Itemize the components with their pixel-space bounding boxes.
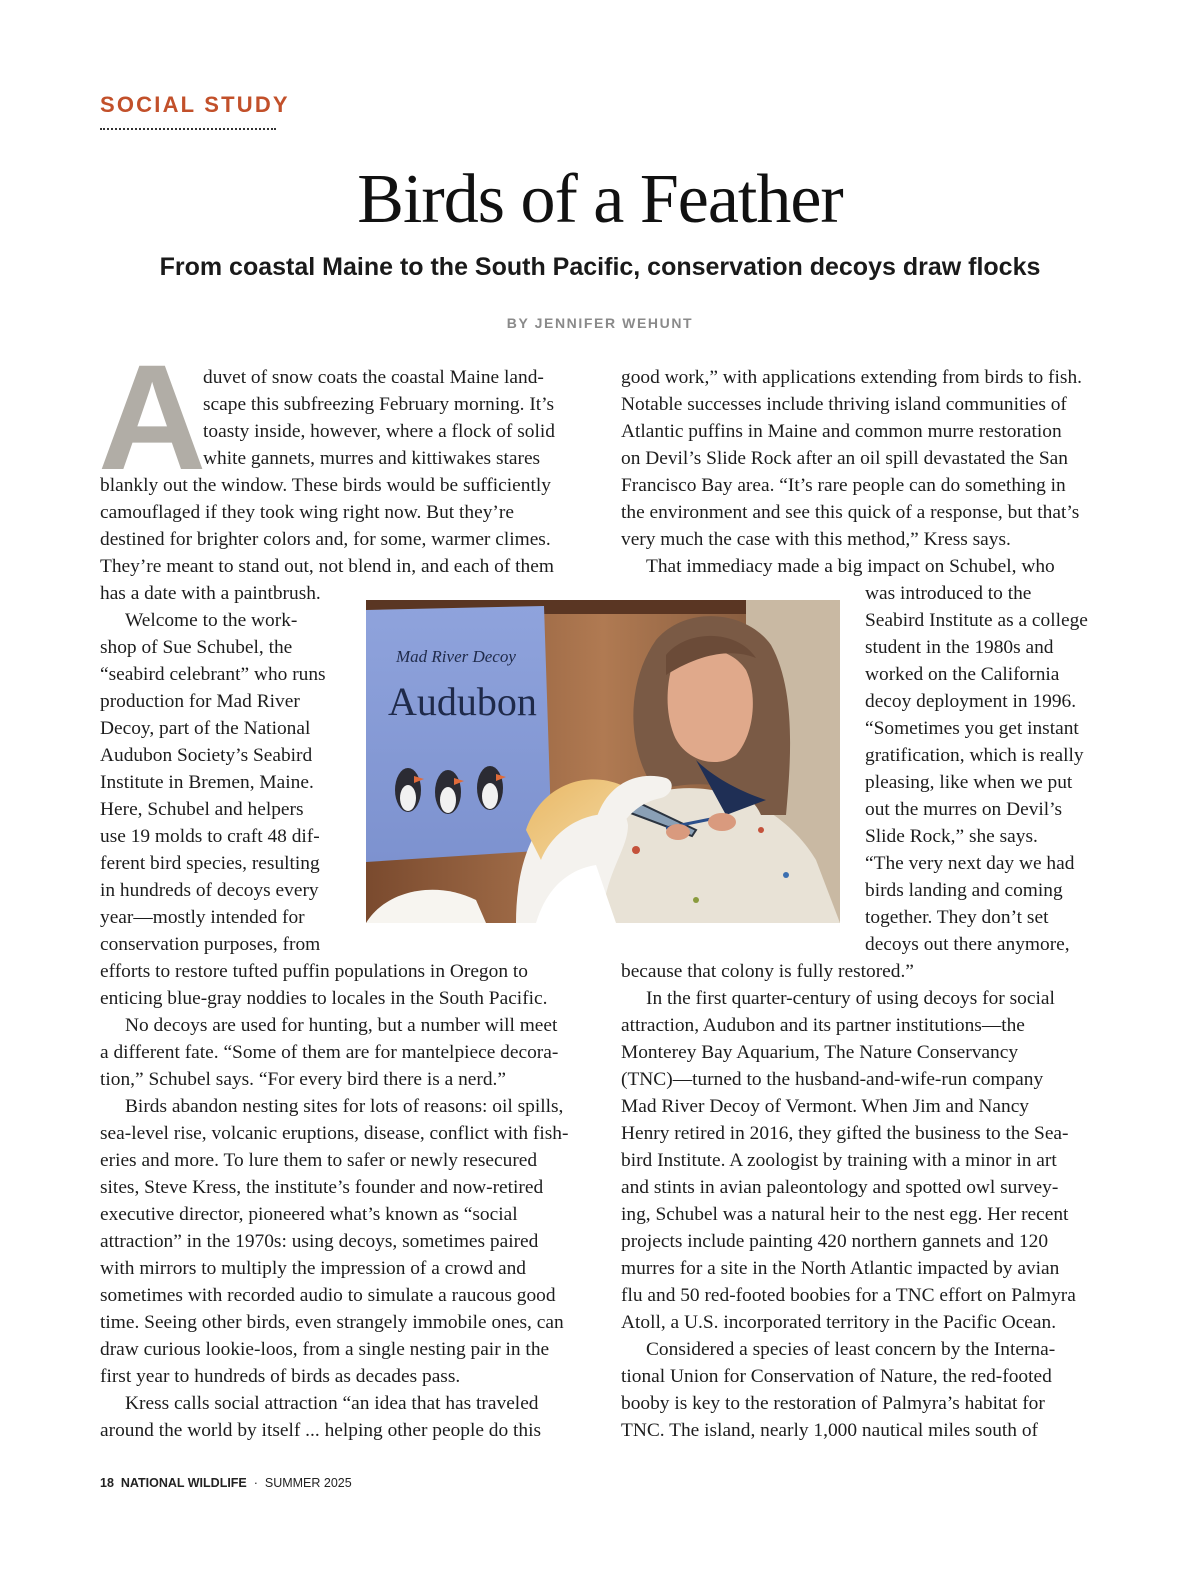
text-line: sea-level rise, volcanic eruptions, disease, conflict with fish- <box>100 1123 569 1144</box>
text-line: tional Union for Conservation of Nature, the red-footed <box>621 1366 1052 1387</box>
banner-title: Audubon <box>388 679 537 724</box>
banner-brand: Mad River Decoy <box>396 647 516 666</box>
text-line: has a date with a paintbrush. <box>100 583 321 604</box>
text-line: Slide Rock,” she says. <box>865 826 1038 847</box>
text-line: because that colony is fully restored.” <box>621 961 914 982</box>
text-line: They’re meant to stand out, not blend in, and each of them <box>100 556 554 577</box>
text-line: camouflaged if they took wing right now. But they’re <box>100 502 514 523</box>
text-line: murres for a site in the North Atlantic impacted by avian <box>621 1258 1060 1279</box>
article-subtitle: From coastal Maine to the South Pacific, conservation decoys draw flocks <box>159 253 1041 281</box>
page-footer <box>100 1476 352 1490</box>
text-line: “seabird celebrant” who runs <box>100 664 326 685</box>
text-line: Birds abandon nesting sites for lots of reasons: oil spills, <box>125 1096 564 1117</box>
text-line: worked on the California <box>865 664 1060 685</box>
text-line: production for Mad River <box>100 691 300 712</box>
text-line: projects include painting 420 northern gannets and 120 <box>621 1231 1049 1252</box>
footer-separator: · <box>253 1476 258 1490</box>
text-line: first year to hundreds of birds as decades pass. <box>100 1366 461 1387</box>
text-line: in hundreds of decoys every <box>100 880 319 901</box>
text-line: (TNC)—turned to the husband-and-wife-run company <box>621 1069 1044 1090</box>
text-line: Henry retired in 2016, they gifted the business to the Sea- <box>621 1123 1069 1144</box>
text-line: TNC. The island, nearly 1,000 nautical miles south of <box>621 1420 1039 1441</box>
text-line: executive director, pioneered what’s known as “social <box>100 1204 518 1225</box>
text-line: good work,” with applications extending from birds to fish. <box>621 367 1082 388</box>
text-line: scape this subfreezing February morning. It’s <box>203 394 555 415</box>
text-line: Institute in Bremen, Maine. <box>100 772 314 793</box>
issue-date: SUMMER 2025 <box>264 1476 352 1490</box>
text-line: Here, Schubel and helpers <box>100 799 304 820</box>
text-line: blankly out the window. These birds would be sufficiently <box>100 475 551 496</box>
text-line: decoys out there anymore, <box>865 934 1070 955</box>
text-line: attraction, Audubon and its partner institutions—the <box>621 1015 1025 1036</box>
text-line: with mirrors to multiply the impression of a crowd and <box>100 1258 526 1279</box>
text-line: Mad River Decoy of Vermont. When Jim and Nancy <box>621 1096 1030 1117</box>
text-line: around the world by itself ... helping other people do this <box>100 1420 542 1441</box>
text-line: flu and 50 red-footed boobies for a TNC effort on Palmyra <box>621 1285 1076 1306</box>
text-line: very much the case with this method,” Kress says. <box>621 529 1011 550</box>
text-line: Decoy, part of the National <box>100 718 311 739</box>
text-line: “Sometimes you get instant <box>865 718 1079 739</box>
text-line: attraction” in the 1970s: using decoys, sometimes paired <box>100 1231 539 1252</box>
workshop-photo <box>366 600 840 923</box>
text-line: out the murres on Devil’s <box>865 799 1063 820</box>
text-line: the environment and see this quick of a response, but that’s <box>621 502 1080 523</box>
text-line: year—mostly intended for <box>100 907 305 928</box>
text-line: on Devil’s Slide Rock after an oil spill devastated the San <box>621 448 1068 469</box>
text-line: No decoys are used for hunting, but a number will meet <box>125 1015 558 1036</box>
text-line: time. Seeing other birds, even strangely immobile ones, can <box>100 1312 564 1333</box>
decoy-banner <box>366 606 552 862</box>
text-line: eries and more. To lure them to safer or newly resecured <box>100 1150 538 1171</box>
text-line: destined for brighter colors and, for some, warmer climes. <box>100 529 551 550</box>
text-line: bird Institute. A zoologist by training with a minor in art <box>621 1150 1057 1171</box>
text-line: together. They don’t set <box>865 907 1049 928</box>
text-line: booby is key to the restoration of Palmyra’s habitat for <box>621 1393 1045 1414</box>
text-line: efforts to restore tufted puffin populations in Oregon to <box>100 961 528 982</box>
text-line: Audubon Society’s Seabird <box>100 745 313 766</box>
text-line: student in the 1980s and <box>865 637 1054 658</box>
text-line: draw curious lookie-loos, from a single nesting pair in the <box>100 1339 550 1360</box>
text-line: duvet of snow coats the coastal Maine land- <box>203 367 544 388</box>
article-title: Birds of a Feather <box>357 161 843 238</box>
text-line: sites, Steve Kress, the institute’s founder and now-retired <box>100 1177 544 1198</box>
text-line: ferent bird species, resulting <box>100 853 320 874</box>
text-line: and stints in avian paleontology and spotted owl survey- <box>621 1177 1059 1198</box>
drop-cap: A <box>98 333 207 501</box>
text-line: Kress calls social attraction “an idea that has traveled <box>125 1393 539 1414</box>
text-line: tion,” Schubel says. “For every bird there is a nerd.” <box>100 1069 507 1090</box>
text-line: Atoll, a U.S. incorporated territory in the Pacific Ocean. <box>621 1312 1057 1333</box>
text-line: That immediacy made a big impact on Schubel, who <box>646 556 1055 577</box>
article-photo <box>366 600 840 923</box>
text-line: Francisco Bay area. “It’s rare people can do something in <box>621 475 1066 496</box>
text-line: birds landing and coming <box>865 880 1063 901</box>
text-line: In the first quarter-century of using decoys for social <box>646 988 1055 1009</box>
page-number: 18 <box>100 1476 114 1490</box>
text-line: Monterey Bay Aquarium, The Nature Conservancy <box>621 1042 1019 1063</box>
text-line: a different fate. “Some of them are for mantelpiece decora- <box>100 1042 559 1063</box>
text-line: Notable successes include thriving island communities of <box>621 394 1067 415</box>
text-line: “The very next day we had <box>865 853 1075 874</box>
text-line: toasty inside, however, where a flock of solid <box>203 421 555 442</box>
text-line: Welcome to the work- <box>125 610 298 631</box>
text-line: pleasing, like when we put <box>865 772 1073 793</box>
text-line: was introduced to the <box>865 583 1032 604</box>
puffin-illustrations <box>395 766 506 814</box>
text-line: shop of Sue Schubel, the <box>100 637 293 658</box>
text-line: conservation purposes, from <box>100 934 321 955</box>
text-line: use 19 molds to craft 48 dif- <box>100 826 320 847</box>
text-line: sometimes with recorded audio to simulate a raucous good <box>100 1285 556 1306</box>
text-line: enticing blue-gray noddies to locales in the South Pacific. <box>100 988 548 1009</box>
text-line: white gannets, murres and kittiwakes stares <box>203 448 541 469</box>
text-line: ing, Schubel was a natural heir to the nest egg. Her recent <box>621 1204 1069 1225</box>
text-line: Considered a species of least concern by the Interna- <box>646 1339 1056 1360</box>
byline: BY JENNIFER WEHUNT <box>506 315 694 331</box>
publication-name: NATIONAL WILDLIFE <box>120 1476 247 1490</box>
text-line: Atlantic puffins in Maine and common murre restoration <box>621 421 1062 442</box>
section-label: SOCIAL STUDY <box>100 92 290 117</box>
text-line: Seabird Institute as a college <box>865 610 1088 631</box>
section-dotted-rule <box>100 128 276 130</box>
text-line: gratification, which is really <box>865 745 1084 766</box>
text-line: decoy deployment in 1996. <box>865 691 1077 712</box>
